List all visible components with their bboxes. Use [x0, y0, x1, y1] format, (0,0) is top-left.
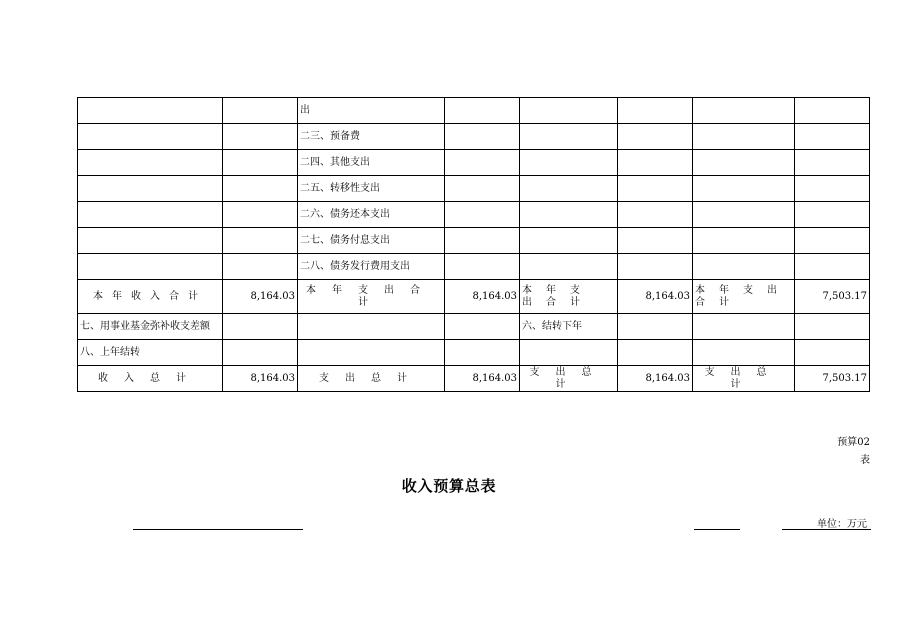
- expense-item-label: 二三、预备费: [298, 124, 445, 150]
- grand-total-row: [78, 366, 870, 392]
- annual-expense-total-value: 8,164.03: [445, 280, 520, 314]
- table-row: [78, 176, 870, 202]
- table-row: [78, 98, 870, 124]
- annual-expense-total-label: 本年支出合计: [693, 280, 795, 314]
- table-row: [78, 228, 870, 254]
- table-row: [78, 150, 870, 176]
- table-row: [78, 124, 870, 150]
- annual-expense-total-label: 本年支出合计: [298, 280, 445, 314]
- income-item-label: 七、用事业基金弥补收支差额: [78, 314, 223, 340]
- expense-item-label: 出: [298, 98, 445, 124]
- expense-item-label: 二七、债务付息支出: [298, 228, 445, 254]
- page-title: 收入预算总表: [401, 477, 497, 495]
- grand-expense-total-label: 支出总计: [693, 366, 795, 392]
- annual-income-total-value: 8,164.03: [223, 280, 298, 314]
- table-row: [78, 254, 870, 280]
- annual-expense-total-value: 8,164.03: [618, 280, 693, 314]
- unit-label: 单位：万元: [817, 519, 867, 530]
- grand-expense-total-label: 支出总计: [298, 366, 445, 392]
- annual-total-row: [78, 280, 870, 314]
- annual-expense-total-label: 本年支出合计: [520, 280, 618, 314]
- expense-item-label: 六、结转下年: [520, 314, 618, 340]
- annual-expense-total-value: 7,503.17: [795, 280, 870, 314]
- underline-divider: [694, 529, 740, 530]
- grand-expense-total-label: 支出总计: [520, 366, 618, 392]
- table-row: [78, 314, 870, 340]
- budget-table: [77, 97, 870, 392]
- income-item-label: 八、上年结转: [78, 340, 223, 366]
- expense-item-label: 二五、转移性支出: [298, 176, 445, 202]
- grand-income-total-label: 收入总计: [78, 366, 223, 392]
- expense-item-label: 二六、债务还本支出: [298, 202, 445, 228]
- expense-item-label: 二四、其他支出: [298, 150, 445, 176]
- table-row: [78, 340, 870, 366]
- form-code-line2: 表: [860, 455, 870, 466]
- expense-item-label: 二八、债务发行费用支出: [298, 254, 445, 280]
- underline-divider: [133, 529, 303, 530]
- grand-income-total-value: 8,164.03: [223, 366, 298, 392]
- annual-income-total-label: 本年收入合计: [78, 280, 223, 314]
- grand-expense-total-value: 8,164.03: [445, 366, 520, 392]
- grand-expense-total-value: 8,164.03: [618, 366, 693, 392]
- form-code-line1: 预算02: [837, 437, 870, 448]
- table-row: [78, 202, 870, 228]
- grand-expense-total-value: 7,503.17: [795, 366, 870, 392]
